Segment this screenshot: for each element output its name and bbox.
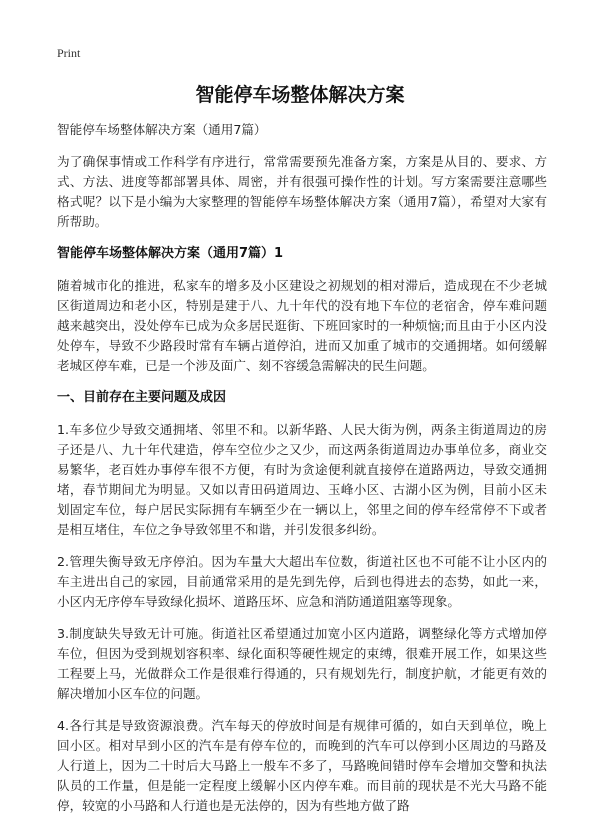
- document-title: 智能停车场整体解决方案: [195, 84, 405, 106]
- body-paragraph: 随着城市化的推进，私家车的增多及小区建设之初规划的相对滞后，造成现在不少老城区街道周边和老小区，特别是建于八、九十年代的没有地下车位的老宿舍，停车难问题越来越突出，没处停车已成为众多居民逛街、下班回家时的一种烦恼;而且由于小区内没处停车，导致不少路段时常有车辆占道停泊，进而又加重了城市的交通拥堵。如何缓解老城区停车难，已是一个涉及面广、刻不容缓急需解决的民生问题。: [57, 278, 547, 373]
- problem-paragraph-3: 3.制度缺失导致无计可施。街道社区希望通过加宽小区内道路，调整绿化等方式增加停车位，但因为受到规划容积率、绿化面积等硬性规定的束缚，很难开展工作，如果这些工程要上马，光做群众工作是很难行得通的，只有规划先行，制度护航，才能更有效的解决增加小区车位的问题。: [57, 626, 547, 701]
- document-body: [57, 120, 547, 828]
- problem-paragraph-1: 1.车多位少导致交通拥堵、邻里不和。以新华路、人民大街为例，两条主街道周边的房子还是八、九十年代建造，停车空位少之又少，而这两条街道周边办事单位多，商业交易繁华，老百姓办事停车很不方便，有时为贪途便利就直接停在道路两边，导致交通拥堵，春节期间尤为明显。又如以青田码道周边、玉峰小区、古湖小区为例，目前小区未划固定车位，每户居民实际拥有车辆至少在一辆以上，邻里之间的停车经常停不下或者是相互堵住，车位之争导致邻里不和谐，并引发很多纠纷。: [57, 422, 547, 537]
- problems-heading: 一、目前存在主要问题及成因: [57, 390, 227, 405]
- section-heading: 智能停车场整体解决方案（通用7篇）1: [57, 246, 284, 261]
- problem-paragraph-2: 2.管理失衡导致无序停泊。因为车量大大超出车位数，街道社区也不可能不让小区内的车主进出自己的家园，目前通常采用的是先到先停，后到也得进去的态势，如此一来，小区内无序停车导致绿化损坏、道路压坏、应急和消防通道阻塞等现象。: [57, 554, 547, 609]
- intro-paragraph: 为了确保事情或工作科学有序进行，常常需要预先准备方案，方案是从目的、要求、方式、方法、进度等都部署具体、周密，并有很强可操作性的计划。写方案需要注意哪些格式呢？以下是小编为大家整理的智能停车场整体解决方案（通用7篇），希望对大家有所帮助。: [57, 154, 547, 229]
- print-link[interactable]: Print: [57, 46, 81, 60]
- document-subtitle: 智能停车场整体解决方案（通用7篇）: [57, 122, 267, 137]
- problem-paragraph-4: 4.各行其是导致资源浪费。汽车每天的停放时间是有规律可循的，如白天到单位，晚上回小区。相对早到小区的汽车是有停车位的，而晚到的汽车可以停到小区周边的马路及人行道上，因为二十时后大马路上一般车不多了，马路晚间错时停车会增加交警和执法队员的工作量，但是能一定程度上缓解小区内停车难。而目前的现状是不光大马路不能停，较宽的小马路和人行道也是无法停的，因为有些地方做了路: [57, 718, 547, 813]
